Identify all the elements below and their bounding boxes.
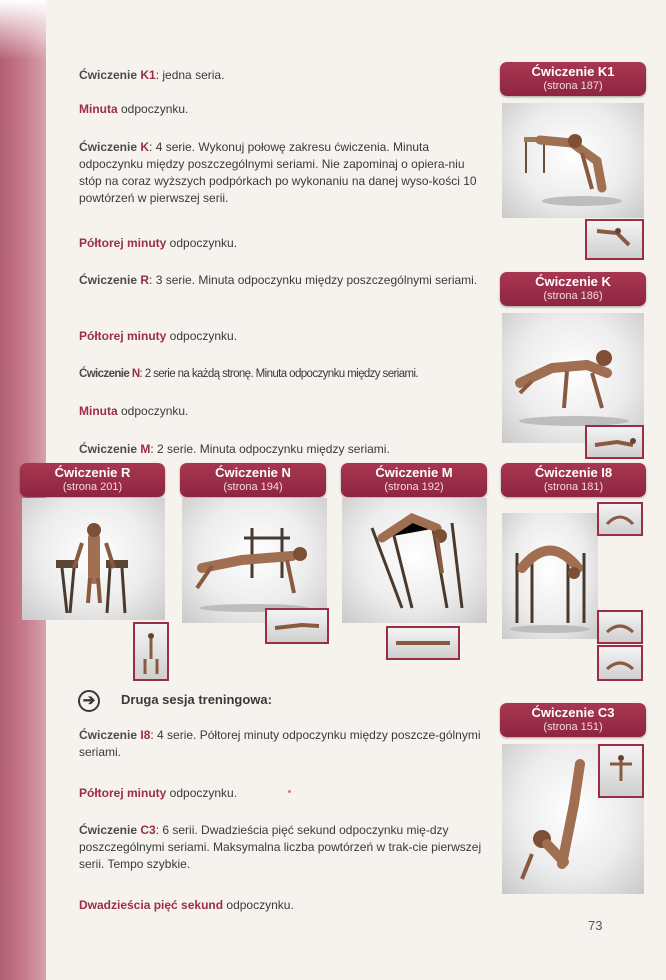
badge-r: Ćwiczenie R (strona 201) bbox=[20, 463, 165, 497]
paragraph-n: Ćwiczenie N: 2 serie na każdą stronę. Minuta odpoczynku między seriami. bbox=[79, 368, 419, 380]
thumb-exercise-k bbox=[585, 425, 644, 459]
session-title: Druga sesja treningowa: bbox=[121, 692, 272, 707]
photo-exercise-m bbox=[342, 498, 487, 623]
thumb-exercise-i8-1 bbox=[597, 502, 643, 536]
paragraph-m: Ćwiczenie M: 2 serie. Minuta odpoczynku między seriami. bbox=[79, 442, 390, 456]
thumb-exercise-m bbox=[386, 626, 460, 660]
page-number: 73 bbox=[588, 918, 603, 933]
paragraph-rest-5: Półtorej minuty odpoczynku. bbox=[79, 786, 238, 800]
thumb-exercise-r bbox=[133, 622, 169, 681]
thumb-exercise-i8-3 bbox=[597, 645, 643, 681]
photo-exercise-i8 bbox=[502, 513, 598, 639]
badge-n: Ćwiczenie N (strona 194) bbox=[180, 463, 326, 497]
photo-exercise-k1 bbox=[502, 103, 644, 218]
paragraph-rest-4: Minuta odpoczynku. bbox=[79, 404, 189, 418]
thumb-exercise-k1 bbox=[585, 219, 644, 260]
photo-exercise-n bbox=[182, 498, 327, 623]
badge-c3: Ćwiczenie C3 (strona 151) bbox=[500, 703, 646, 737]
paragraph-rest-2: Półtorej minuty odpoczynku. bbox=[79, 236, 238, 250]
badge-i8: Ćwiczenie I8 (strona 181) bbox=[501, 463, 646, 497]
thumb-exercise-c3 bbox=[598, 744, 644, 798]
thumb-exercise-i8-2 bbox=[597, 610, 643, 644]
paragraph-rest-1: Minuta odpoczynku. bbox=[79, 102, 189, 116]
badge-k1: Ćwiczenie K1 (strona 187) bbox=[500, 62, 646, 96]
photo-exercise-r bbox=[22, 498, 165, 620]
paragraph-i8: Ćwiczenie I8: 4 serie. Półtorej minuty odpoczynku między poszcze-gólnymi seriami. bbox=[79, 728, 481, 759]
badge-k: Ćwiczenie K (strona 186) bbox=[500, 272, 646, 306]
paragraph-rest-3: Półtorej minuty odpoczynku. bbox=[79, 329, 238, 343]
stray-dot bbox=[288, 790, 291, 793]
paragraph-r: Ćwiczenie R: 3 serie. Minuta odpoczynku między poszczególnymi seriami. bbox=[79, 273, 478, 287]
paragraph-k: Ćwiczenie K: 4 serie. Wykonuj połowę zakresu ćwiczenia. Minuta odpoczynku między poszczególnymi seriami. Nie zapominaj o opiera-niu stóp na coraz wyższych podpórkach po wykonaniu na danej wyso-kości 10 powtórzeń w pierwszej serii. bbox=[79, 140, 477, 205]
paragraph-rest-6: Dwadzieścia pięć sekund odpoczynku. bbox=[79, 898, 294, 912]
paragraph-k1: Ćwiczenie K1: jedna seria. bbox=[79, 68, 225, 82]
photo-exercise-k bbox=[502, 313, 644, 443]
paragraph-c3: Ćwiczenie C3: 6 serii. Dwadzieścia pięć sekund odpoczynku mię-dzy poszczególnymi seriami. Maksymalna liczba powtórzeń w trak-cie pierwszej serii. Tempo szybkie. bbox=[79, 823, 482, 871]
badge-m: Ćwiczenie M (strona 192) bbox=[341, 463, 487, 497]
arrow-right-circle-icon: ➔ bbox=[78, 690, 100, 712]
thumb-exercise-n bbox=[265, 608, 329, 644]
page-edge-cap bbox=[0, 0, 46, 60]
